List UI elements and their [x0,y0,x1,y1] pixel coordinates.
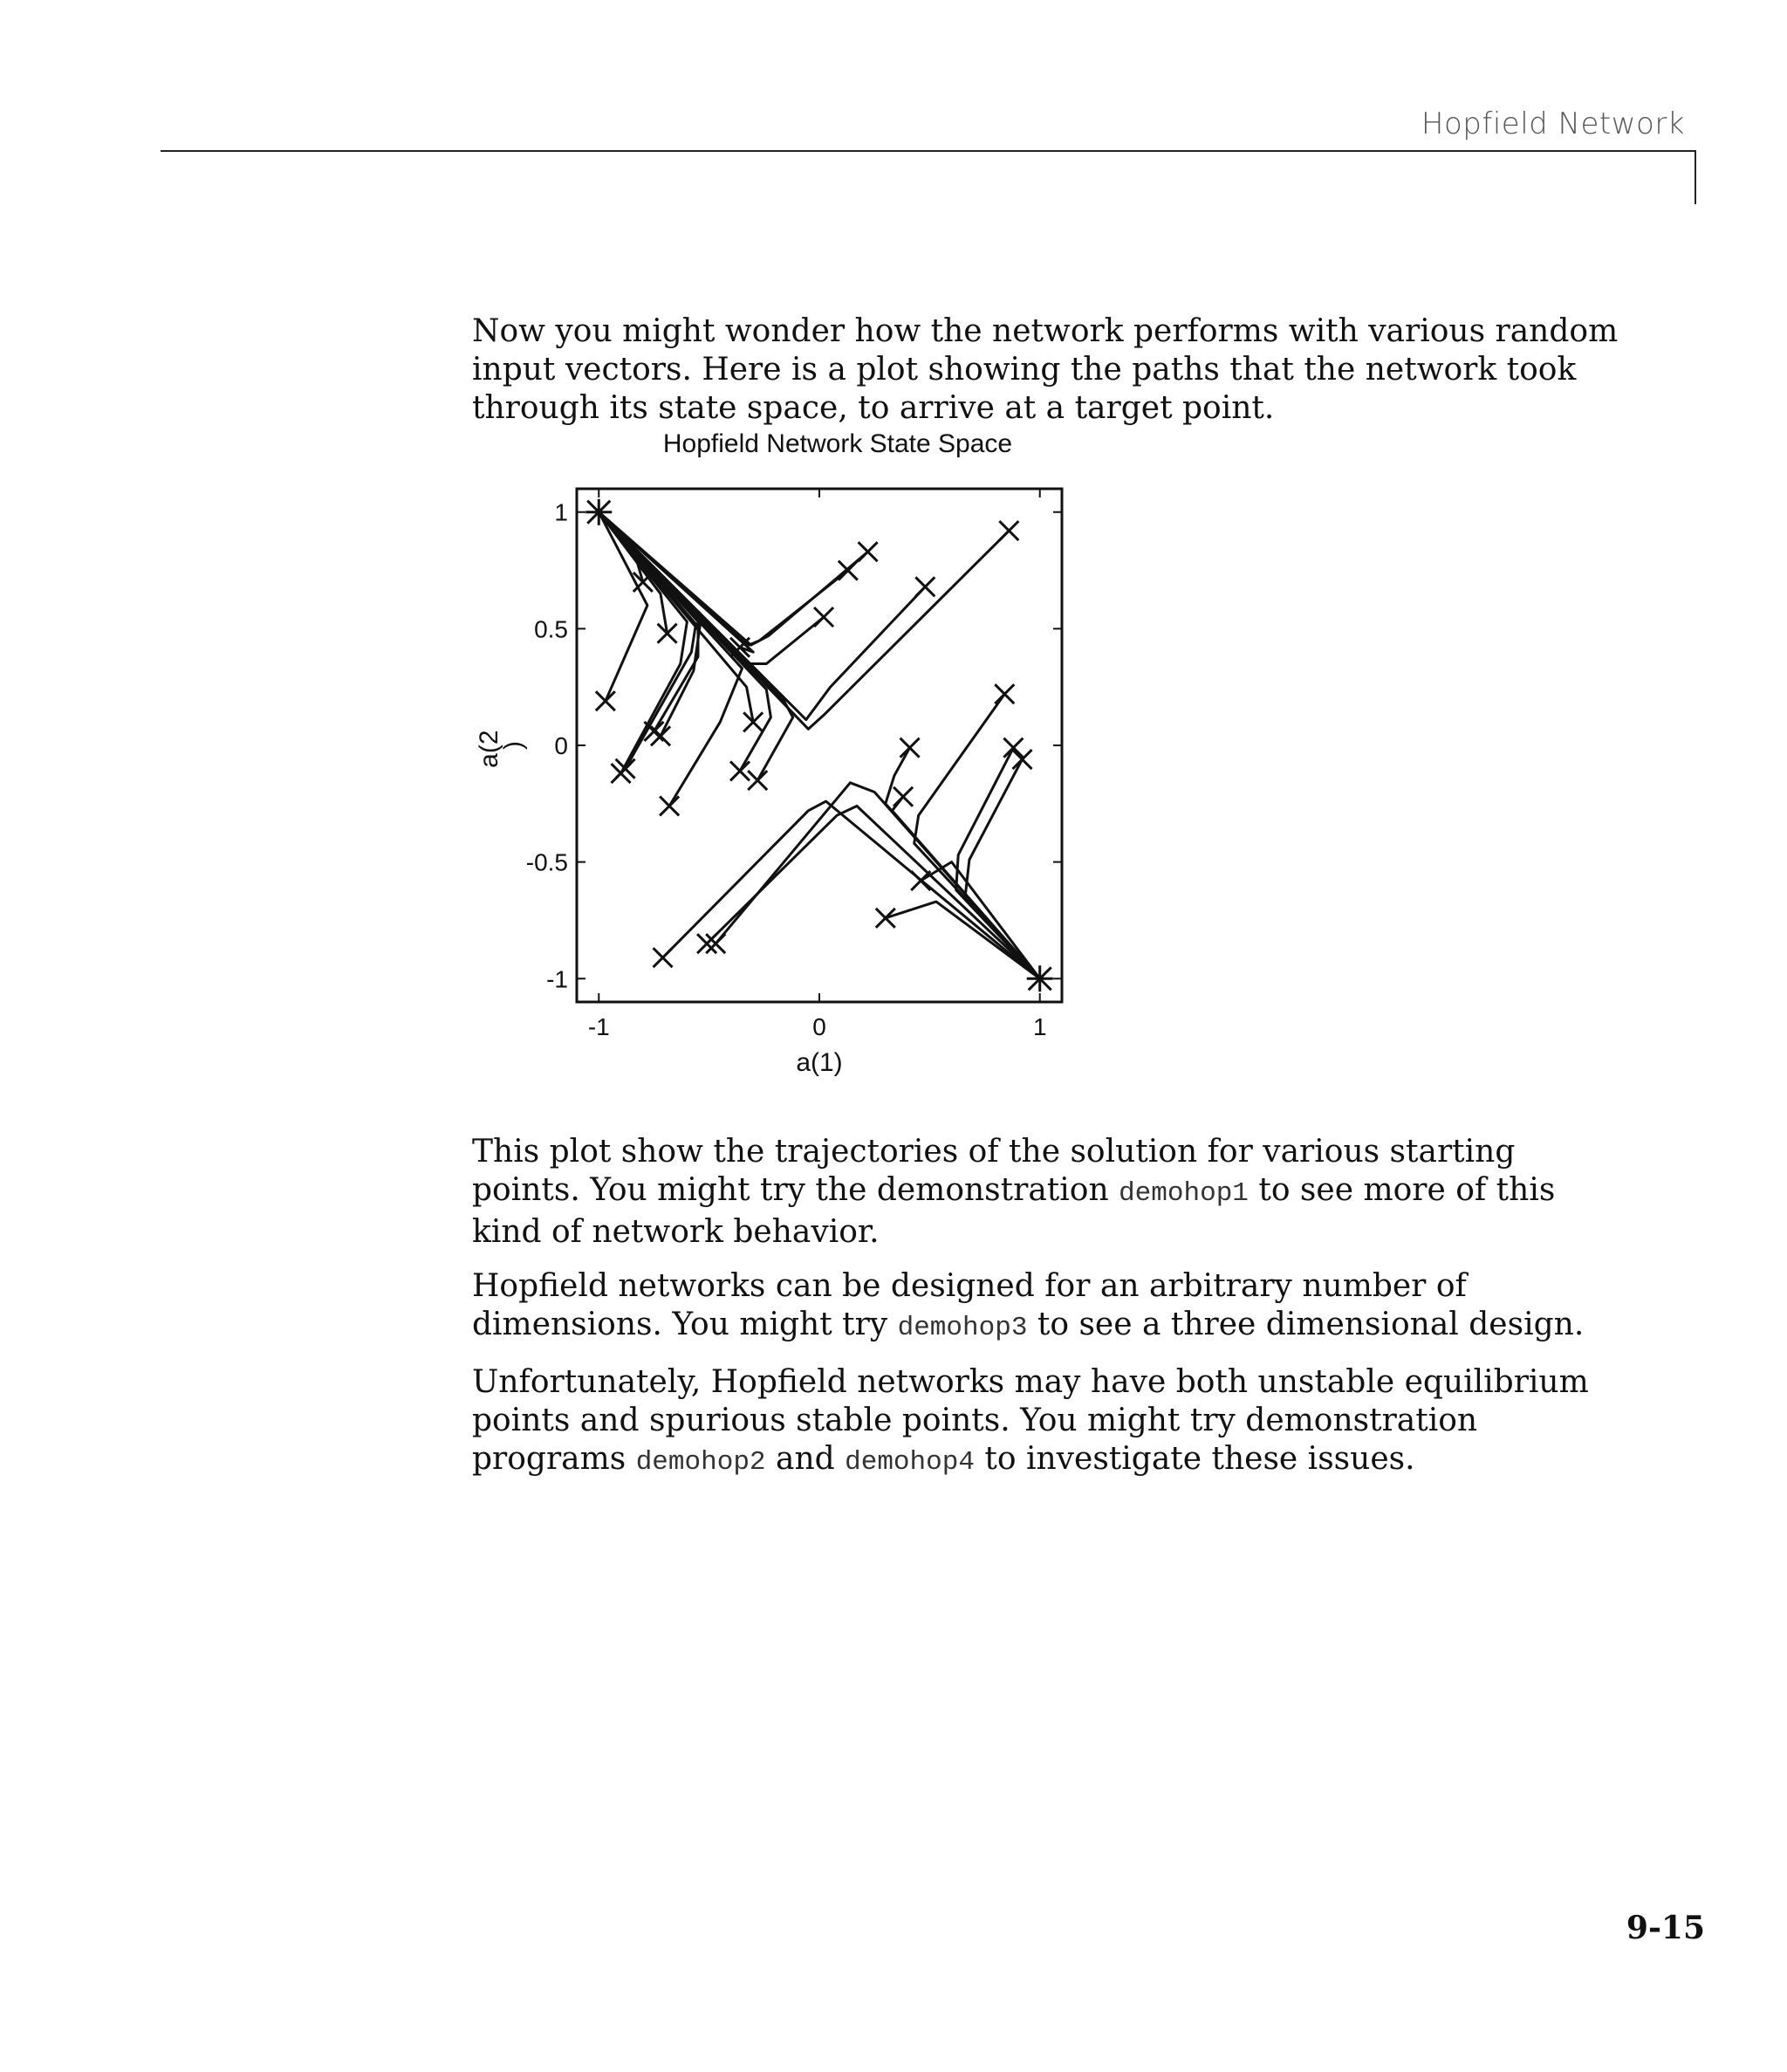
start-point-marker [900,738,920,758]
trajectory-line [914,694,1040,978]
start-point-marker [748,771,767,790]
header-rule-tick [1695,150,1696,204]
trajectory-line [599,512,1009,730]
start-point-marker [596,691,615,710]
header-rule [161,150,1696,152]
trajectory-line [715,783,1039,979]
start-point-marker [999,521,1018,540]
start-point-marker [706,934,725,953]
trajectory-line [599,512,700,737]
trajectory-line [599,512,698,731]
start-point-marker [1013,750,1032,769]
start-point-marker [995,684,1014,703]
text-span: This plot show the trajectories of the solution for various starting points. You might try the demonstration [472,1134,1516,1208]
figure-state-space [462,419,1091,1082]
y-tick-label: -1 [546,965,568,993]
x-axis-label: a(1) [796,1048,843,1077]
start-point-marker [915,577,935,596]
y-tick-labels [526,499,568,993]
text-span: Hopfield networks can be designed for an arbitrary number of dimensions. You might try [472,1268,1467,1342]
text-span: to see more of this kind of network behavior. [472,1172,1556,1250]
paragraph-intro: Now you might wonder how the network performs with various random input vectors. Here is a plot showing the paths that the network took through its state space, to arrive at a target point. [472,313,1619,426]
start-point-marker [1003,738,1023,758]
start-point-marker [814,607,833,627]
code-demohop2: demohop2 [635,1447,766,1478]
trajectory-line [707,806,1040,979]
code-demohop1: demohop1 [1119,1178,1249,1209]
paragraph-trajectories [472,1133,1624,1252]
text-span: to see a three dimensional design. [1027,1307,1585,1342]
paragraph-unstable [472,1363,1624,1482]
start-point-marker [697,934,716,953]
paragraph-dimensions [472,1267,1624,1348]
start-point-marker [730,761,750,780]
text-span: to investigate these issues. [974,1441,1415,1477]
page-number: 9-15 [1626,1910,1705,1946]
target-point-marker [585,499,612,525]
start-point-marker [839,561,858,580]
trajectory-line [886,748,1040,979]
start-point-marker [651,726,670,745]
start-point-marker [876,909,895,928]
text-span: Unfortunately, Hopfield networks may have both unstable equilibrium points and spurious stable points. You might try demonstration programs [472,1364,1589,1477]
y-tick-label: -0.5 [525,848,568,876]
trajectory-line [965,759,1040,978]
code-demohop3: demohop3 [897,1313,1028,1343]
trajectory-line [599,512,695,769]
y-tick-label: 0.5 [534,615,568,643]
x-tick-label: 0 [812,1013,826,1040]
start-point-marker [660,796,679,815]
target-point-marker [1027,965,1053,991]
chart-title: Hopfield Network State Space [662,429,1013,458]
x-tick-label: 1 [1032,1013,1047,1040]
code-demohop4: demohop4 [845,1447,975,1478]
state-space-chart [462,419,1091,1082]
y-axis-label: a(2 ) [475,730,528,768]
y-tick-label: 0 [554,732,568,759]
start-point-marker [894,787,913,806]
x-tick-label: -1 [587,1013,610,1040]
running-header: Hopfield Network [1421,106,1685,141]
y-tick-label: 1 [554,498,568,526]
x-tick-labels [588,1013,1047,1040]
start-point-marker [859,542,878,561]
trajectory-line [663,801,1040,978]
start-point-marker [911,871,930,890]
start-point-marker [654,948,673,967]
trajectories [599,512,1039,979]
text-span: and [765,1441,846,1477]
start-point-marker [616,759,635,779]
